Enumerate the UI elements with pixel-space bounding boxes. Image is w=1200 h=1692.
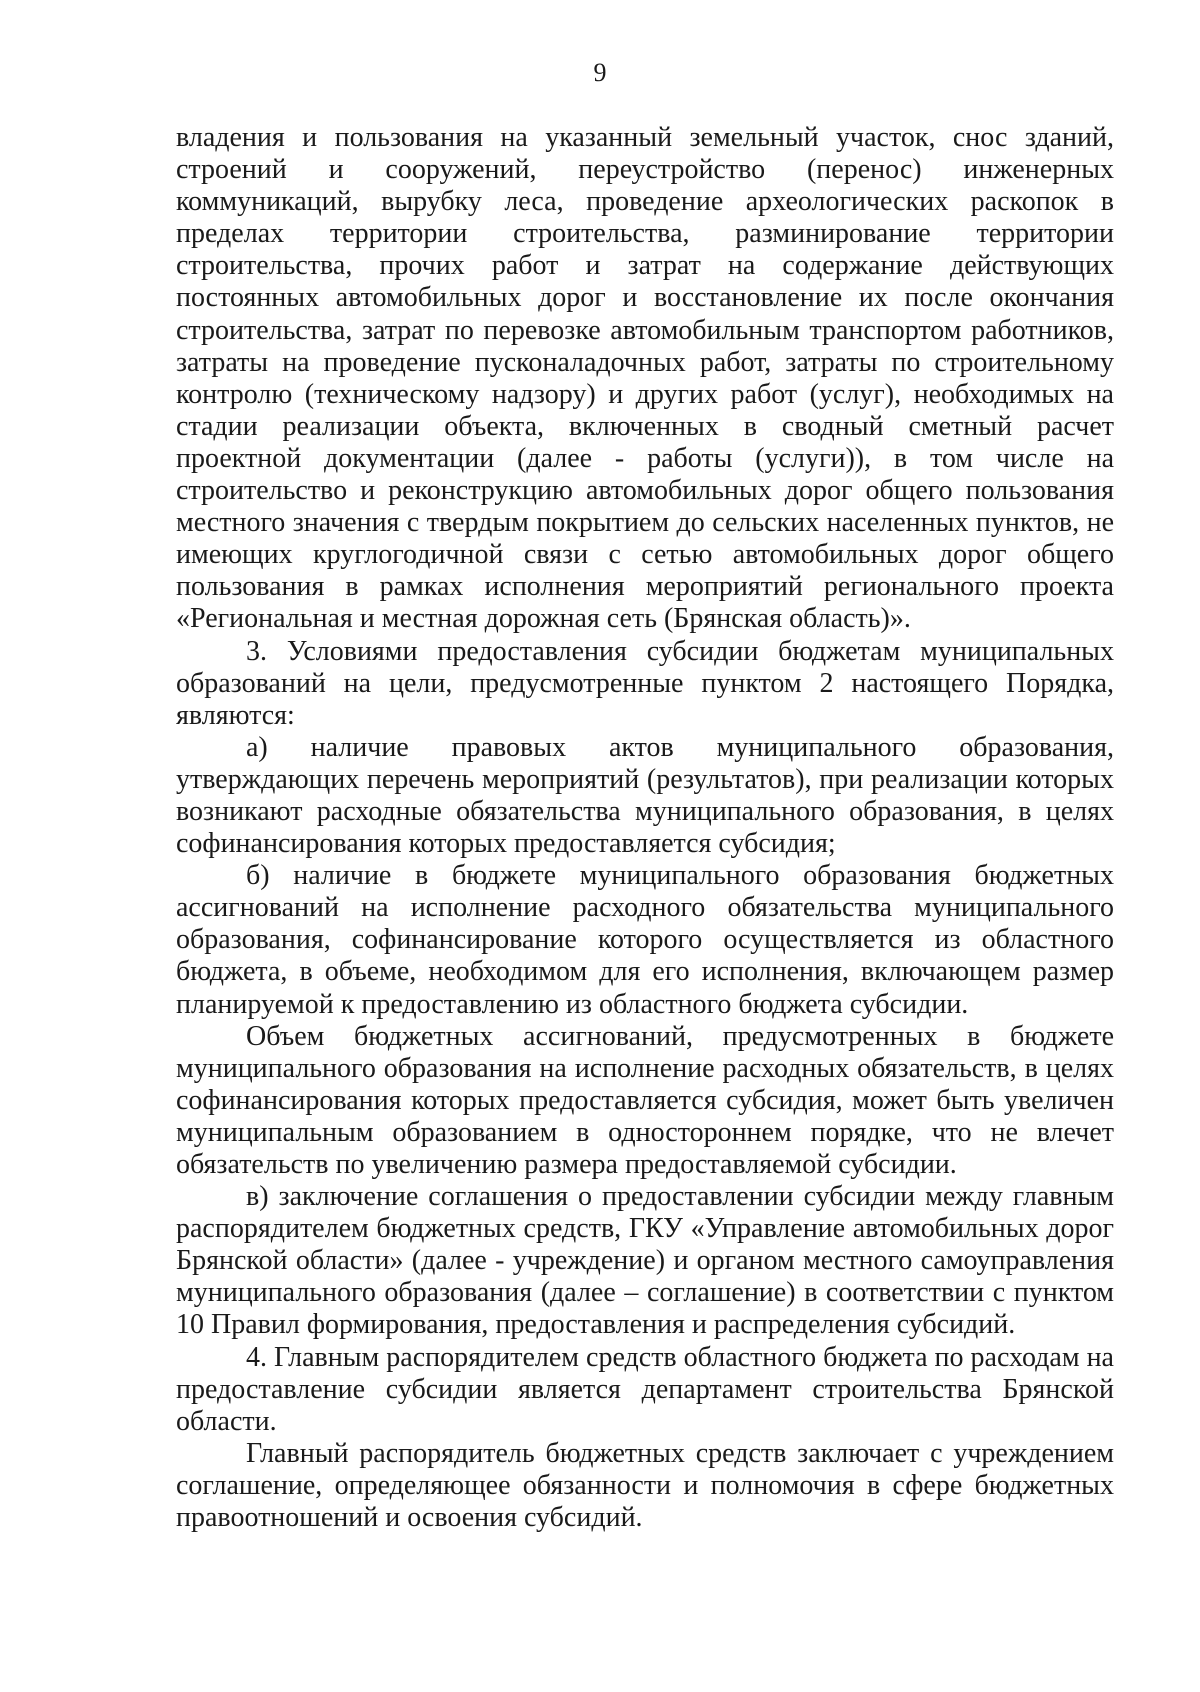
paragraph-8: Главный распорядитель бюджетных средств заключает с учреждением соглашение, определяющее обязанности и полномочия в сфере бюджетных правоотношений и освоения субсидий.: [176, 1437, 1114, 1534]
paragraph-7: 4. Главным распорядителем средств областного бюджета по расходам на предоставление субсидии является департамент строительства Брянской области.: [176, 1341, 1114, 1437]
paragraph-1: владения и пользования на указанный земельный участок, снос зданий, строений и сооружений, переустройство (перенос) инженерных коммуникаций, вырубку леса, проведение археологических раскопок в пределах территории строительства, разминирование территории строительства, прочих работ и затрат на содержание действующих постоянных автомобильных дорог и восстановление их после окончания строительства, затрат по перевозке автомобильным транспортом работников, затраты на проведение пусконаладочных работ, затраты по строительному контролю (техническому надзору) и других работ (услуг), необходимых на стадии реализации объекта, включенных в сводный сметный расчет проектной документации (далее - работы (услуги)), в том числе на строительство и реконструкцию автомобильных дорог общего пользования местного значения с твердым покрытием до сельских населенных пунктов, не имеющих круглогодичной связи с сетью автомобильных дорог общего пользования в рамках исполнения мероприятий регионального проекта «Региональная и местная дорожная сеть (Брянская область)».: [176, 122, 1114, 635]
paragraph-6: в) заключение соглашения о предоставлении субсидии между главным распорядителем бюджетных средств, ГКУ «Управление автомобильных дорог Брянской области» (далее - учреждение) и органом местного самоуправления муниципального образования (далее – соглашение) в соответствии с пунктом 10 Правил формирования, предоставления и распределения субсидий.: [176, 1181, 1114, 1341]
document-body: [176, 122, 1114, 1534]
paragraph-3: а) наличие правовых актов муниципального образования, утверждающих перечень мероприятий (результатов), при реализации которых возникают расходные обязательства муниципального образования, в целях софинансирования которых предоставляется субсидия;: [176, 731, 1114, 860]
paragraph-4: б) наличие в бюджете муниципального образования бюджетных ассигнований на исполнение расходного обязательства муниципального образования, софинансирование которого осуществляется из областного бюджета, в объеме, необходимом для его исполнения, включающем размер планируемой к предоставлению из областного бюджета субсидии.: [176, 860, 1114, 1020]
paragraph-2: 3. Условиями предоставления субсидии бюджетам муниципальных образований на цели, предусмотренные пунктом 2 настоящего Порядка, являются:: [176, 635, 1114, 731]
page-number: 9: [593, 58, 607, 87]
paragraph-5: Объем бюджетных ассигнований, предусмотренных в бюджете муниципального образования на исполнение расходных обязательств, в целях софинансирования которых предоставляется субсидия, может быть увеличен муниципальным образованием в одностороннем порядке, что не влечет обязательств по увеличению размера предоставляемой субсидии.: [176, 1020, 1114, 1180]
